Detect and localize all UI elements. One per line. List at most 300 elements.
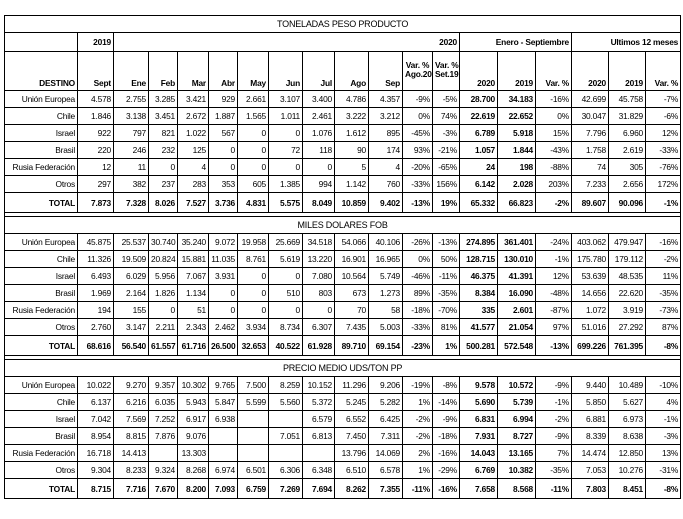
value-cell: 0 [209, 285, 238, 302]
value-cell: 8.259 [269, 377, 303, 394]
value-cell: 6.579 [303, 411, 335, 428]
value-cell: 30.740 [149, 234, 178, 251]
table-row [5, 268, 681, 285]
value-cell: -3% [646, 428, 681, 445]
value-cell: 9.304 [78, 462, 114, 479]
value-cell: 0 [269, 125, 303, 142]
value-cell: 5.918 [498, 125, 536, 142]
total-cell: 3.736 [209, 193, 238, 213]
value-cell: 45.758 [609, 91, 646, 108]
col-sep: Sep [369, 52, 403, 91]
value-cell: 3.222 [335, 108, 369, 125]
total-cell: 699.226 [572, 336, 609, 356]
value-cell: 7.042 [78, 411, 114, 428]
total-cell: 7.269 [269, 479, 303, 499]
value-cell: 14.413 [114, 445, 149, 462]
total-cell: 65.332 [460, 193, 498, 213]
value-cell: -18% [433, 428, 460, 445]
value-cell: 6.137 [78, 394, 114, 411]
empty-cell [5, 33, 78, 52]
value-cell: 0 [238, 159, 269, 176]
value-cell: 7.080 [303, 268, 335, 285]
value-cell: 0 [269, 302, 303, 319]
total-cell: -11% [403, 479, 433, 499]
value-cell: 16.718 [78, 445, 114, 462]
total-cell: 8.715 [78, 479, 114, 499]
ytd-header: Enero - Septiembre [460, 33, 572, 52]
value-cell: -33% [403, 176, 433, 193]
col-ene: Ene [114, 52, 149, 91]
value-cell: 3.400 [303, 91, 335, 108]
value-cell: 605 [238, 176, 269, 193]
value-cell: 2.601 [498, 302, 536, 319]
value-cell: 118 [303, 142, 335, 159]
value-cell: 0% [403, 251, 433, 268]
value-cell: -5% [433, 91, 460, 108]
value-cell: 3.934 [238, 319, 269, 336]
value-cell: -19% [403, 377, 433, 394]
value-cell: -1% [646, 411, 681, 428]
table-row [5, 302, 681, 319]
value-cell: 13% [646, 445, 681, 462]
total-cell: 10.859 [335, 193, 369, 213]
value-cell: 8.727 [498, 428, 536, 445]
value-cell: 3.421 [178, 91, 209, 108]
value-cell: -9% [433, 411, 460, 428]
total-cell: 8.451 [609, 479, 646, 499]
value-cell: -43% [536, 142, 572, 159]
total-cell: -16% [433, 479, 460, 499]
value-cell: -87% [536, 302, 572, 319]
value-cell: 821 [149, 125, 178, 142]
value-cell: 7.569 [114, 411, 149, 428]
destination-cell: Israel [5, 268, 78, 285]
total-cell: 8.200 [178, 479, 209, 499]
value-cell: 10.572 [498, 377, 536, 394]
total-cell: 500.281 [460, 336, 498, 356]
value-cell: 305 [609, 159, 646, 176]
value-cell: -24% [536, 234, 572, 251]
col-abr: Abr [209, 52, 238, 91]
value-cell: 6.960 [609, 125, 646, 142]
value-cell: 51.016 [572, 319, 609, 336]
value-cell: 42.699 [572, 91, 609, 108]
value-cell: -46% [403, 268, 433, 285]
value-cell: 34.518 [303, 234, 335, 251]
value-cell: 34.183 [498, 91, 536, 108]
value-cell: 0 [238, 142, 269, 159]
destination-cell: Israel [5, 125, 78, 142]
value-cell: 35.240 [178, 234, 209, 251]
value-cell: 2.462 [209, 319, 238, 336]
col-ytd-var: Var. % [536, 52, 572, 91]
year-header-row [5, 33, 681, 52]
col-var-ago20: Var. % Ago.20 [403, 52, 433, 91]
value-cell: 567 [209, 125, 238, 142]
section-title: PRECIO MEDIO UDS/TON PP [5, 360, 681, 377]
value-cell [269, 411, 303, 428]
value-cell: 97% [536, 319, 572, 336]
total-cell: -23% [403, 336, 433, 356]
value-cell: 174 [369, 142, 403, 159]
value-cell: 8.638 [609, 428, 646, 445]
value-cell: 7.053 [572, 462, 609, 479]
value-cell: 53.639 [572, 268, 609, 285]
value-cell: 9.357 [149, 377, 178, 394]
value-cell: -9% [536, 428, 572, 445]
value-cell: 2.661 [238, 91, 269, 108]
total-cell: 61.716 [178, 336, 209, 356]
value-cell [209, 428, 238, 445]
value-cell: 11.296 [335, 377, 369, 394]
total-cell: 7.328 [114, 193, 149, 213]
value-cell: 1% [403, 394, 433, 411]
value-cell: -65% [433, 159, 460, 176]
value-cell: 93% [403, 142, 433, 159]
total-cell: 68.616 [78, 336, 114, 356]
table-row [5, 394, 681, 411]
total-cell: -1% [646, 193, 681, 213]
total-cell: 7.527 [178, 193, 209, 213]
total-cell: 8.568 [498, 479, 536, 499]
value-cell: 74 [572, 159, 609, 176]
col-jun: Jun [269, 52, 303, 91]
value-cell: 5.627 [609, 394, 646, 411]
value-cell: 0% [403, 108, 433, 125]
total-cell: -13% [536, 336, 572, 356]
value-cell: 479.947 [609, 234, 646, 251]
total-label: TOTAL [5, 193, 78, 213]
value-cell: 7.051 [269, 428, 303, 445]
table-row [5, 91, 681, 108]
total-cell: 56.540 [114, 336, 149, 356]
value-cell: -18% [403, 302, 433, 319]
table-row [5, 108, 681, 125]
value-cell: 11.035 [209, 251, 238, 268]
value-cell: -2% [646, 251, 681, 268]
value-cell: 0% [536, 108, 572, 125]
value-cell: 929 [209, 91, 238, 108]
value-cell: 198 [498, 159, 536, 176]
value-cell: 20.824 [149, 251, 178, 268]
value-cell: 6.881 [572, 411, 609, 428]
value-cell: 3.212 [369, 108, 403, 125]
value-cell: 994 [303, 176, 335, 193]
section-title-row [5, 360, 681, 377]
value-cell: 0 [149, 159, 178, 176]
destination-cell: Brasil [5, 142, 78, 159]
value-cell: -1% [536, 251, 572, 268]
value-cell: 6.142 [460, 176, 498, 193]
value-cell: 10.152 [303, 377, 335, 394]
total-cell: 7.670 [149, 479, 178, 499]
value-cell: 10.302 [178, 377, 209, 394]
value-cell: 6.831 [460, 411, 498, 428]
value-cell: 9.270 [114, 377, 149, 394]
value-cell: 25.537 [114, 234, 149, 251]
table-row [5, 428, 681, 445]
value-cell: 58 [369, 302, 403, 319]
value-cell: 5.690 [460, 394, 498, 411]
value-cell: 130.010 [498, 251, 536, 268]
destination-cell: Rusia Federación [5, 302, 78, 319]
destination-cell: Unión Europea [5, 91, 78, 108]
value-cell: 3.147 [114, 319, 149, 336]
total-cell: 40.522 [269, 336, 303, 356]
value-cell: 232 [149, 142, 178, 159]
data-table [4, 15, 681, 499]
value-cell: 1.826 [149, 285, 178, 302]
value-cell: 6.216 [114, 394, 149, 411]
value-cell: 1.057 [460, 142, 498, 159]
value-cell: 3.107 [269, 91, 303, 108]
value-cell: 2.656 [609, 176, 646, 193]
value-cell: 74% [433, 108, 460, 125]
value-cell: 361.401 [498, 234, 536, 251]
value-cell: 13.165 [498, 445, 536, 462]
value-cell: -20% [403, 159, 433, 176]
value-cell: 203% [536, 176, 572, 193]
table-row [5, 411, 681, 428]
value-cell: 5.245 [335, 394, 369, 411]
total-cell: 26.500 [209, 336, 238, 356]
value-cell: 335 [460, 302, 498, 319]
value-cell: 155 [114, 302, 149, 319]
value-cell: 41.391 [498, 268, 536, 285]
value-cell: 87% [646, 319, 681, 336]
value-cell: 7.876 [149, 428, 178, 445]
col-ytd-2019: 2019 [498, 52, 536, 91]
value-cell: 8.815 [114, 428, 149, 445]
value-cell: 6.348 [303, 462, 335, 479]
value-cell: -9% [403, 91, 433, 108]
value-cell: 13.220 [303, 251, 335, 268]
total-cell: 7.694 [303, 479, 335, 499]
value-cell: 5.619 [269, 251, 303, 268]
value-cell: -14% [433, 394, 460, 411]
value-cell: 6.501 [238, 462, 269, 479]
table-row [5, 251, 681, 268]
total-cell: 761.395 [609, 336, 646, 356]
value-cell: 41.577 [460, 319, 498, 336]
value-cell: 45.875 [78, 234, 114, 251]
value-cell: 1% [403, 462, 433, 479]
value-cell: 1.076 [303, 125, 335, 142]
destination-cell: Brasil [5, 285, 78, 302]
total-cell: 5.575 [269, 193, 303, 213]
table-row [5, 377, 681, 394]
value-cell: -35% [433, 285, 460, 302]
value-cell: 22.620 [609, 285, 646, 302]
value-cell: -9% [536, 377, 572, 394]
destination-cell: Otros [5, 462, 78, 479]
destination-cell: Chile [5, 251, 78, 268]
total-cell: -13% [403, 193, 433, 213]
value-cell: 353 [209, 176, 238, 193]
value-cell: 6.307 [303, 319, 335, 336]
destination-cell: Rusia Federación [5, 159, 78, 176]
value-cell: -31% [646, 462, 681, 479]
value-cell: 1.612 [335, 125, 369, 142]
value-cell: 2.760 [78, 319, 114, 336]
value-cell [209, 445, 238, 462]
value-cell: 510 [269, 285, 303, 302]
value-cell: 194 [78, 302, 114, 319]
value-cell: 7.796 [572, 125, 609, 142]
table-row [5, 462, 681, 479]
value-cell: 0 [269, 159, 303, 176]
value-cell: 283 [178, 176, 209, 193]
value-cell: 4.578 [78, 91, 114, 108]
value-cell: 382 [114, 176, 149, 193]
value-cell [238, 411, 269, 428]
year-2019: 2019 [78, 33, 114, 52]
value-cell: 3.451 [149, 108, 178, 125]
value-cell: 40.106 [369, 234, 403, 251]
total-cell: -8% [646, 336, 681, 356]
value-cell: 1.844 [498, 142, 536, 159]
total-label: TOTAL [5, 479, 78, 499]
value-cell: 6.578 [369, 462, 403, 479]
value-cell: 6.035 [149, 394, 178, 411]
col-ytd-2020: 2020 [460, 52, 498, 91]
value-cell: -10% [646, 377, 681, 394]
value-cell: -33% [403, 319, 433, 336]
value-cell: 6.973 [609, 411, 646, 428]
value-cell: 1.887 [209, 108, 238, 125]
value-cell: 5.943 [178, 394, 209, 411]
value-cell: -88% [536, 159, 572, 176]
value-cell: -35% [536, 462, 572, 479]
value-cell: 16.090 [498, 285, 536, 302]
value-cell: 7.450 [335, 428, 369, 445]
value-cell: 7% [536, 445, 572, 462]
col-l12-2019: 2019 [609, 52, 646, 91]
value-cell: 3.919 [609, 302, 646, 319]
value-cell: 8.339 [572, 428, 609, 445]
value-cell: 1.758 [572, 142, 609, 159]
col-var-set19: Var. % Set.19 [433, 52, 460, 91]
value-cell: 51 [178, 302, 209, 319]
value-cell: 4 [178, 159, 209, 176]
total-cell: 9.402 [369, 193, 403, 213]
col-destino: DESTINO [5, 52, 78, 91]
value-cell: 11.326 [78, 251, 114, 268]
value-cell: 2.619 [609, 142, 646, 159]
total-cell: 7.716 [114, 479, 149, 499]
value-cell: 175.780 [572, 251, 609, 268]
value-cell: 0 [209, 159, 238, 176]
value-cell: 19.958 [238, 234, 269, 251]
value-cell: 89% [403, 285, 433, 302]
col-l12-var: Var. % [646, 52, 681, 91]
total-cell: 61.928 [303, 336, 335, 356]
total-cell: 572.548 [498, 336, 536, 356]
value-cell: 8.734 [269, 319, 303, 336]
value-cell: 24 [460, 159, 498, 176]
value-cell: 13.303 [178, 445, 209, 462]
total-cell: 7.873 [78, 193, 114, 213]
value-cell [238, 445, 269, 462]
value-cell: -2% [536, 411, 572, 428]
value-cell: 12% [646, 125, 681, 142]
value-cell: 3.931 [209, 268, 238, 285]
value-cell: 2.211 [149, 319, 178, 336]
value-cell: 11 [114, 159, 149, 176]
col-may: May [238, 52, 269, 91]
value-cell: 9.440 [572, 377, 609, 394]
value-cell: 5.956 [149, 268, 178, 285]
value-cell: -73% [646, 302, 681, 319]
value-cell: 16.965 [369, 251, 403, 268]
total-cell: 8.026 [149, 193, 178, 213]
total-row [5, 336, 681, 356]
value-cell: 15.881 [178, 251, 209, 268]
value-cell: -11% [433, 268, 460, 285]
value-cell: 5.282 [369, 394, 403, 411]
value-cell: 0 [209, 302, 238, 319]
value-cell: 10.022 [78, 377, 114, 394]
col-l12-2020: 2020 [572, 52, 609, 91]
value-cell: 803 [303, 285, 335, 302]
value-cell: 1.846 [78, 108, 114, 125]
value-cell: 6.938 [209, 411, 238, 428]
value-cell: 1.565 [238, 108, 269, 125]
value-cell: 2.672 [178, 108, 209, 125]
value-cell: 7.233 [572, 176, 609, 193]
value-cell: 48.535 [609, 268, 646, 285]
total-cell: 61.557 [149, 336, 178, 356]
value-cell: 72 [269, 142, 303, 159]
value-cell: 2.343 [178, 319, 209, 336]
value-cell: 9.206 [369, 377, 403, 394]
value-cell: 6.789 [460, 125, 498, 142]
total-cell: 8.262 [335, 479, 369, 499]
value-cell: 1.011 [269, 108, 303, 125]
value-cell: 7.067 [178, 268, 209, 285]
value-cell: 297 [78, 176, 114, 193]
value-cell: 9.076 [178, 428, 209, 445]
value-cell: 673 [335, 285, 369, 302]
value-cell: 13.796 [335, 445, 369, 462]
value-cell: -76% [646, 159, 681, 176]
value-cell: -2% [403, 428, 433, 445]
value-cell: 5.560 [269, 394, 303, 411]
value-cell: 27.292 [609, 319, 646, 336]
total-cell: 19% [433, 193, 460, 213]
value-cell: -70% [433, 302, 460, 319]
table-title: TONELADAS PESO PRODUCTO [5, 16, 681, 33]
col-jul: Jul [303, 52, 335, 91]
col-mar: Mar [178, 52, 209, 91]
value-cell: 760 [369, 176, 403, 193]
destination-cell: Brasil [5, 428, 78, 445]
value-cell: 0 [238, 302, 269, 319]
table-row [5, 125, 681, 142]
value-cell: 6.493 [78, 268, 114, 285]
column-header-row [5, 52, 681, 91]
value-cell: 11% [646, 268, 681, 285]
value-cell: 2.461 [303, 108, 335, 125]
value-cell: 274.895 [460, 234, 498, 251]
value-cell: 6.769 [460, 462, 498, 479]
value-cell: 4% [646, 394, 681, 411]
value-cell: 246 [114, 142, 149, 159]
value-cell: 1.273 [369, 285, 403, 302]
value-cell: 4.357 [369, 91, 403, 108]
total-row [5, 479, 681, 499]
value-cell: 797 [114, 125, 149, 142]
